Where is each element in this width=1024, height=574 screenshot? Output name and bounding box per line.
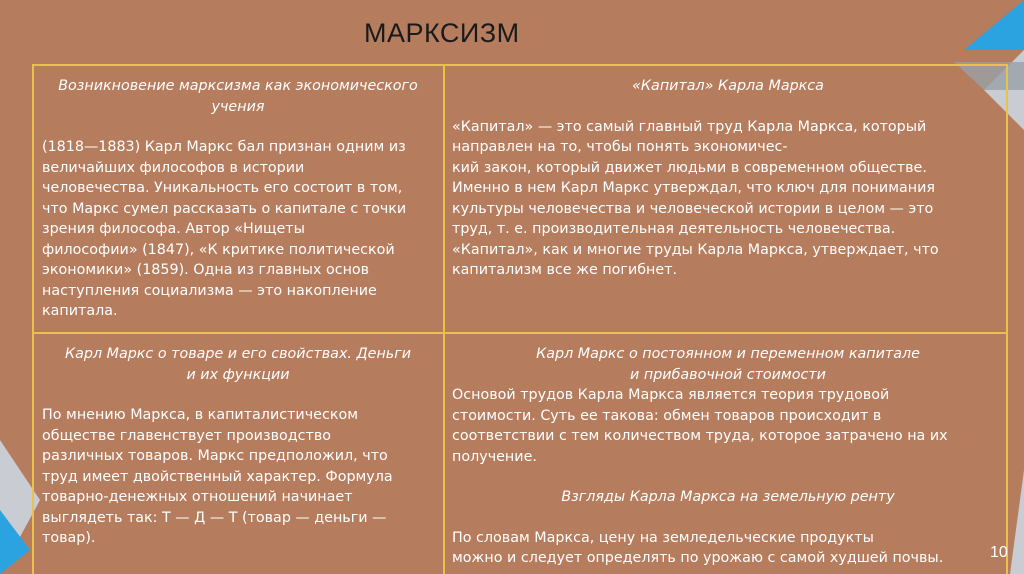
cell-capital-and-surplus-value (452, 344, 1004, 569)
cell-body: (1818—1883) Карл Маркс бал признан одним из величайших философов в истории человечества. Уникальность его состоит в том, что Маркс сумел рассказать о капитале с точки зрения философа. Автор «Нищеты философии» (1847), «К критике политической экономики» (1859). Одна из главных основ наступления социализма — это накопление капитала. (42, 139, 407, 319)
cell-heading: Возникновение марксизма как экономического учения (58, 78, 418, 115)
page-title: МАРКСИЗМ (364, 18, 520, 48)
cell-subheading-land-rent: Взгляды Карла Маркса на земельную ренту (561, 489, 895, 505)
cell-commodity-and-money (42, 344, 434, 549)
cell-marxism-origin (42, 76, 434, 322)
table-horizontal-divider (32, 332, 1008, 334)
cell-body: По мнению Маркса, в капиталистическом обществе главенствует производство различных товаров. Маркс предположил, что труд имеет двойственный характер. Формула товарно-денежных отношений начинает выглядеть так: Т — Д — Т (товар — деньги — товар). (42, 407, 393, 546)
cell-heading: Карл Маркс о товаре и его свойствах. Деньги и их функции (64, 346, 412, 383)
cell-heading: Карл Маркс о постоянном и переменном капитале и прибавочной стоимости (536, 346, 920, 383)
cell-body: «Капитал» — это самый главный труд Карла Маркса, который направлен на то, чтобы понять экономичес- кий закон, который движет людьми в современном обществе. Именно в нем Карл Маркс утверждал, что ключ для понимания культуры человечества и человеческой истории в целом — это труд, т. е. производительная деятельность человечества. «Капитал», как и многие труды Карла Маркса, утверждает, что капитализм все же погибнет. (452, 118, 939, 278)
table-vertical-divider (443, 64, 445, 574)
cell-body-land-rent: По словам Маркса, цену на земледельческие продукты можно и следует определять по урожаю с самой худшей почвы. (452, 529, 944, 566)
page-number: 10 (990, 544, 1008, 561)
cell-capital (452, 76, 1004, 281)
cell-body: Основой трудов Карла Маркса является теория трудовой стоимости. Суть ее такова: обмен товаров происходит в соответствии с тем количеством труда, которое затрачено на их получение. (452, 387, 948, 465)
cell-heading: «Капитал» Карла Маркса (632, 78, 824, 94)
